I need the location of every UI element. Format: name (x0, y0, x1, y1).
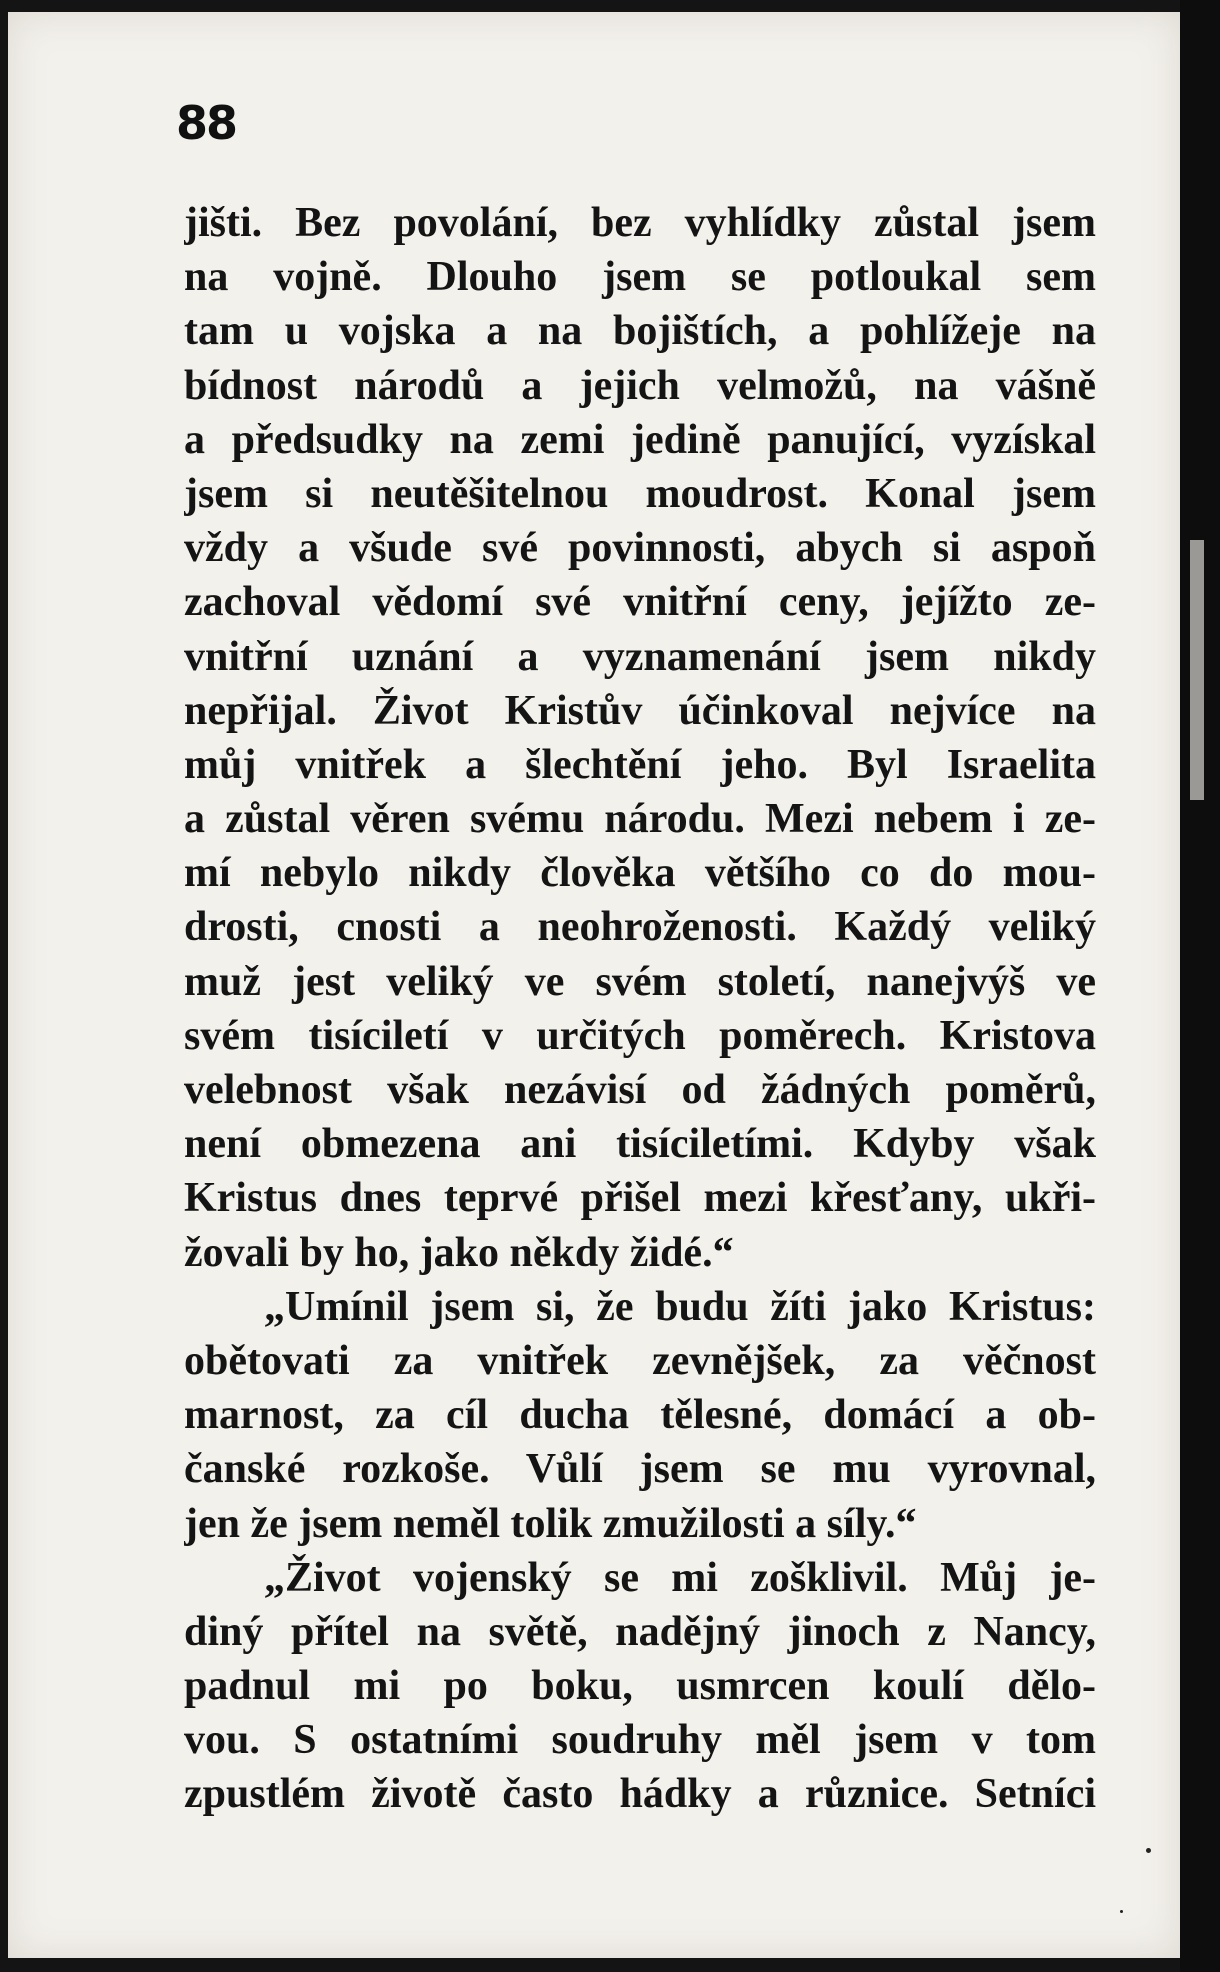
text-line: padnul mi po boku, usmrcen koulí dělo- (184, 1663, 1096, 1710)
text-line: mí nebylo nikdy člověka většího co do mou- (184, 850, 1096, 897)
text-line: nepřijal. Život Kristův účinkoval nejvíce na (184, 687, 1096, 734)
body-text (184, 196, 1096, 1822)
text-line: „Umínil jsem si, že budu žíti jako Kristus: (264, 1283, 1096, 1330)
text-line: zpustlém životě často hádky a různice. Setníci (184, 1771, 1096, 1818)
text-line: není obmezena ani tisíciletími. Kdyby však (184, 1121, 1096, 1168)
text-line: jišti. Bez povolání, bez vyhlídky zůstal jsem (184, 200, 1096, 246)
text-line: „Život vojenský se mi zošklivil. Můj je- (264, 1554, 1096, 1601)
text-line: vždy a všude své povinnosti, abych si aspoň (184, 525, 1096, 572)
text-line: velebnost však nezávisí od žádných poměrů, (184, 1067, 1096, 1113)
text-line: muž jest veliký ve svém století, nanejvýš ve (184, 958, 1096, 1005)
scan-edge-highlight (1190, 540, 1204, 800)
text-line: bídnost národů a jejich velmožů, na vášně (184, 362, 1096, 409)
text-line: zachoval vědomí své vnitřní ceny, jejížto ze- (184, 579, 1096, 626)
text-line: žovali by ho, jako někdy židé.“ (184, 1229, 734, 1276)
dust-speck (1120, 1910, 1123, 1913)
text-line: marnost, za cíl ducha tělesné, domácí a ob- (184, 1392, 1096, 1439)
text-line: jen že jsem neměl tolik zmužilosti a síly.“ (184, 1500, 917, 1547)
text-line: a zůstal věren svému národu. Mezi nebem i ze- (184, 796, 1096, 843)
text-line: čanské rozkoše. Vůlí jsem se mu vyrovnal, (184, 1446, 1096, 1493)
text-line: a předsudky na zemi jedině panující, vyzískal (184, 416, 1096, 463)
text-line: vou. S ostatními soudruhy měl jsem v tom (184, 1717, 1096, 1764)
dust-speck (1146, 1848, 1151, 1853)
text-line: diný přítel na světě, nadějný jinoch z Nancy, (184, 1608, 1096, 1655)
text-line: na vojně. Dlouho jsem se potloukal sem (184, 254, 1096, 301)
text-line: vnitřní uznání a vyznamenání jsem nikdy (184, 633, 1096, 680)
text-line: jsem si neutěšitelnou moudrost. Konal jsem (184, 470, 1096, 517)
page-number: 88 (176, 96, 237, 150)
text-line: obětovati za vnitřek zevnějšek, za věčnost (184, 1337, 1096, 1384)
text-line: drosti, cnosti a neohroženosti. Každý veliký (184, 904, 1096, 951)
text-line: tam u vojska a na bojištích, a pohlížeje na (184, 308, 1096, 355)
text-line: můj vnitřek a šlechtění jeho. Byl Israelita (184, 741, 1096, 788)
text-line: Kristus dnes teprvé přišel mezi křesťany, ukři- (184, 1175, 1096, 1222)
text-line: svém tisíciletí v určitých poměrech. Kristova (184, 1012, 1096, 1059)
scan-edge-shadow (1180, 0, 1220, 1972)
